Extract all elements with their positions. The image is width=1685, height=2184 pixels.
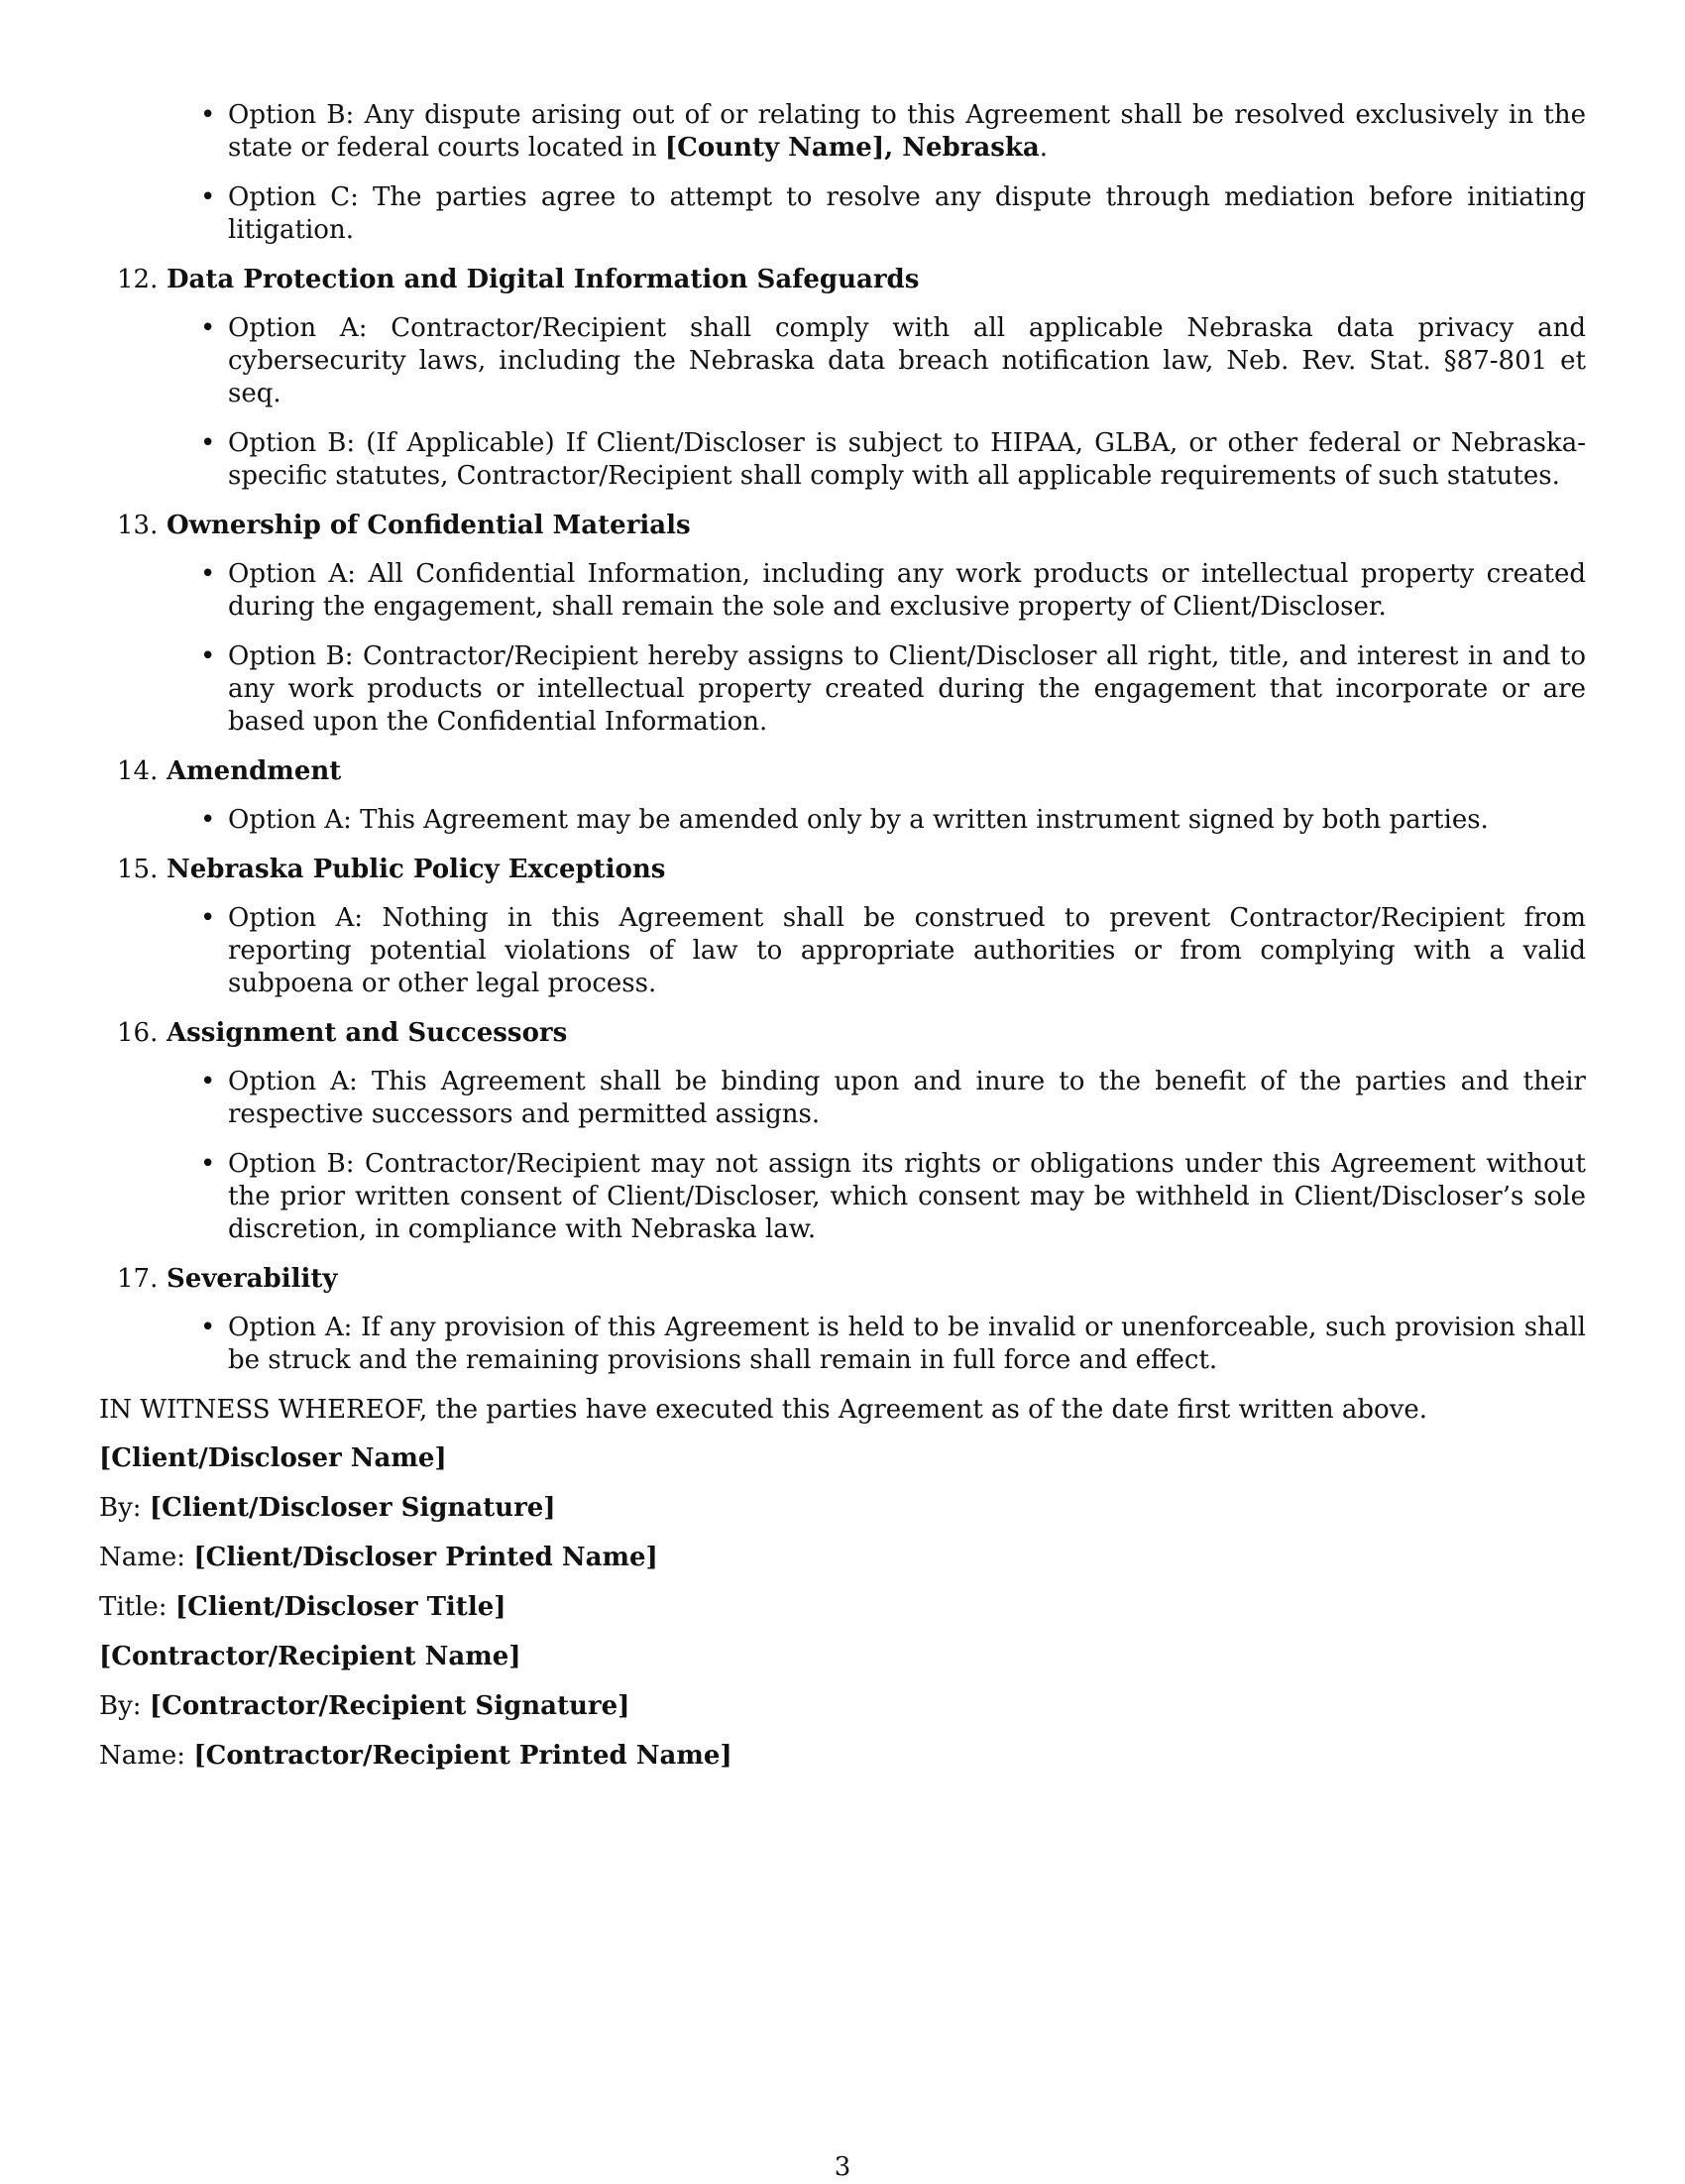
document-page bbox=[99, 99, 1586, 1789]
title-label: Title: bbox=[99, 1592, 175, 1622]
client-title-line bbox=[99, 1591, 1586, 1624]
lead-bullet-list bbox=[99, 99, 1586, 247]
option-list bbox=[99, 1066, 1586, 1246]
list-item: • Option A: All Confidential Information, including any work products or intellectual property created during the engagement, shall remain the sole and exclusive property of Client/Discloser. bbox=[99, 558, 1586, 624]
section-14 bbox=[99, 755, 1586, 837]
section-number: 17. bbox=[117, 1264, 159, 1294]
list-item bbox=[99, 99, 1586, 165]
section-heading bbox=[99, 755, 1586, 788]
section-title: Nebraska Public Policy Exceptions bbox=[167, 855, 666, 884]
list-item: • Option A: If any provision of this Agreement is held to be invalid or unenforceable, such provision shall be struck and the remaining provisions shall remain in full force and effect. bbox=[99, 1312, 1586, 1377]
contractor-name: [Contractor/Recipient Name] bbox=[99, 1642, 521, 1671]
contractor-signature-line bbox=[99, 1690, 1586, 1723]
witness-statement: IN WITNESS WHEREOF, the parties have executed this Agreement as of the date first written above. bbox=[99, 1395, 1428, 1425]
option-list bbox=[99, 558, 1586, 739]
section-17 bbox=[99, 1263, 1586, 1377]
section-16 bbox=[99, 1017, 1586, 1246]
list-item: • Option B: Contractor/Recipient may not assign its rights or obligations under this Agreement without the prior written consent of Client/Discloser, which consent may be withheld in Client/Discloser’s sole discretion, in compliance with Nebraska law. bbox=[99, 1148, 1586, 1246]
list-item: • Option B: (If Applicable) If Client/Discloser is subject to HIPAA, GLBA, or other federal or Nebraska-specific statutes, Contractor/Recipient shall comply with all applicable requirements of such statutes. bbox=[99, 427, 1586, 493]
section-heading bbox=[99, 854, 1586, 886]
section-heading bbox=[99, 1263, 1586, 1296]
client-signature-placeholder: [Client/Discloser Signature] bbox=[149, 1493, 556, 1523]
section-title: Amendment bbox=[167, 756, 342, 786]
section-title: Severability bbox=[167, 1264, 338, 1294]
client-title-placeholder: [Client/Discloser Title] bbox=[174, 1592, 506, 1622]
section-13 bbox=[99, 510, 1586, 739]
section-number: 13. bbox=[117, 511, 159, 540]
option-text: Option B: Any dispute arising out of or relating to this Agreement shall be resolved exclusively in the state or federal courts located in bbox=[228, 100, 1586, 163]
by-label: By: bbox=[99, 1691, 150, 1721]
contractor-signature-placeholder: [Contractor/Recipient Signature] bbox=[149, 1691, 630, 1721]
list-item: • Option A: This Agreement shall be binding upon and inure to the benefit of the parties and their respective successors and permitted assigns. bbox=[99, 1066, 1586, 1131]
list-item: • Option A: Contractor/Recipient shall comply with all applicable Nebraska data privacy and cybersecurity laws, including the Nebraska data breach notification law, Neb. Rev. Stat. §87-801 et seq. bbox=[99, 312, 1586, 410]
option-list bbox=[99, 1312, 1586, 1377]
section-number: 12. bbox=[117, 265, 159, 294]
list-item: • Option B: Contractor/Recipient hereby assigns to Client/Discloser all right, title, and interest in and to any work products or intellectual property created during the engagement that incorporate or are based upon the Confidential Information. bbox=[99, 640, 1586, 739]
client-printed-name-placeholder: [Client/Discloser Printed Name] bbox=[193, 1543, 658, 1572]
name-label: Name: bbox=[99, 1543, 194, 1572]
page-number: 3 bbox=[834, 2152, 851, 2182]
contractor-printed-name-line bbox=[99, 1740, 1586, 1773]
section-title: Data Protection and Digital Information Safeguards bbox=[167, 265, 920, 294]
section-title: Ownership of Confidential Materials bbox=[167, 511, 691, 540]
period: . bbox=[1039, 133, 1049, 163]
state-name: , Nebraska bbox=[884, 133, 1040, 163]
option-list bbox=[99, 312, 1586, 493]
name-label: Name: bbox=[99, 1741, 194, 1771]
section-heading bbox=[99, 1017, 1586, 1050]
signature-block bbox=[99, 1442, 1586, 1773]
by-label: By: bbox=[99, 1493, 150, 1523]
client-printed-name-line bbox=[99, 1542, 1586, 1574]
option-list bbox=[99, 804, 1586, 837]
section-title: Assignment and Successors bbox=[167, 1018, 568, 1048]
section-12 bbox=[99, 264, 1586, 493]
section-heading bbox=[99, 264, 1586, 296]
section-heading bbox=[99, 510, 1586, 542]
contractor-printed-name-placeholder: [Contractor/Recipient Printed Name] bbox=[193, 1741, 732, 1771]
list-item: • Option A: This Agreement may be amended only by a written instrument signed by both parties. bbox=[99, 804, 1586, 837]
option-text: Option C: The parties agree to attempt to resolve any dispute through mediation before initiating litigation. bbox=[228, 182, 1586, 245]
list-item bbox=[99, 181, 1586, 247]
county-placeholder: [County Name] bbox=[664, 133, 885, 163]
client-signature-line bbox=[99, 1492, 1586, 1525]
option-list bbox=[99, 902, 1586, 1000]
client-name: [Client/Discloser Name] bbox=[99, 1443, 447, 1473]
section-number: 15. bbox=[117, 855, 159, 884]
section-number: 16. bbox=[117, 1018, 159, 1048]
list-item: • Option A: Nothing in this Agreement shall be construed to prevent Contractor/Recipient from reporting potential violations of law to appropriate authorities or from complying with a valid subpoena or other legal process. bbox=[99, 902, 1586, 1000]
section-number: 14. bbox=[117, 756, 159, 786]
section-15 bbox=[99, 854, 1586, 1000]
